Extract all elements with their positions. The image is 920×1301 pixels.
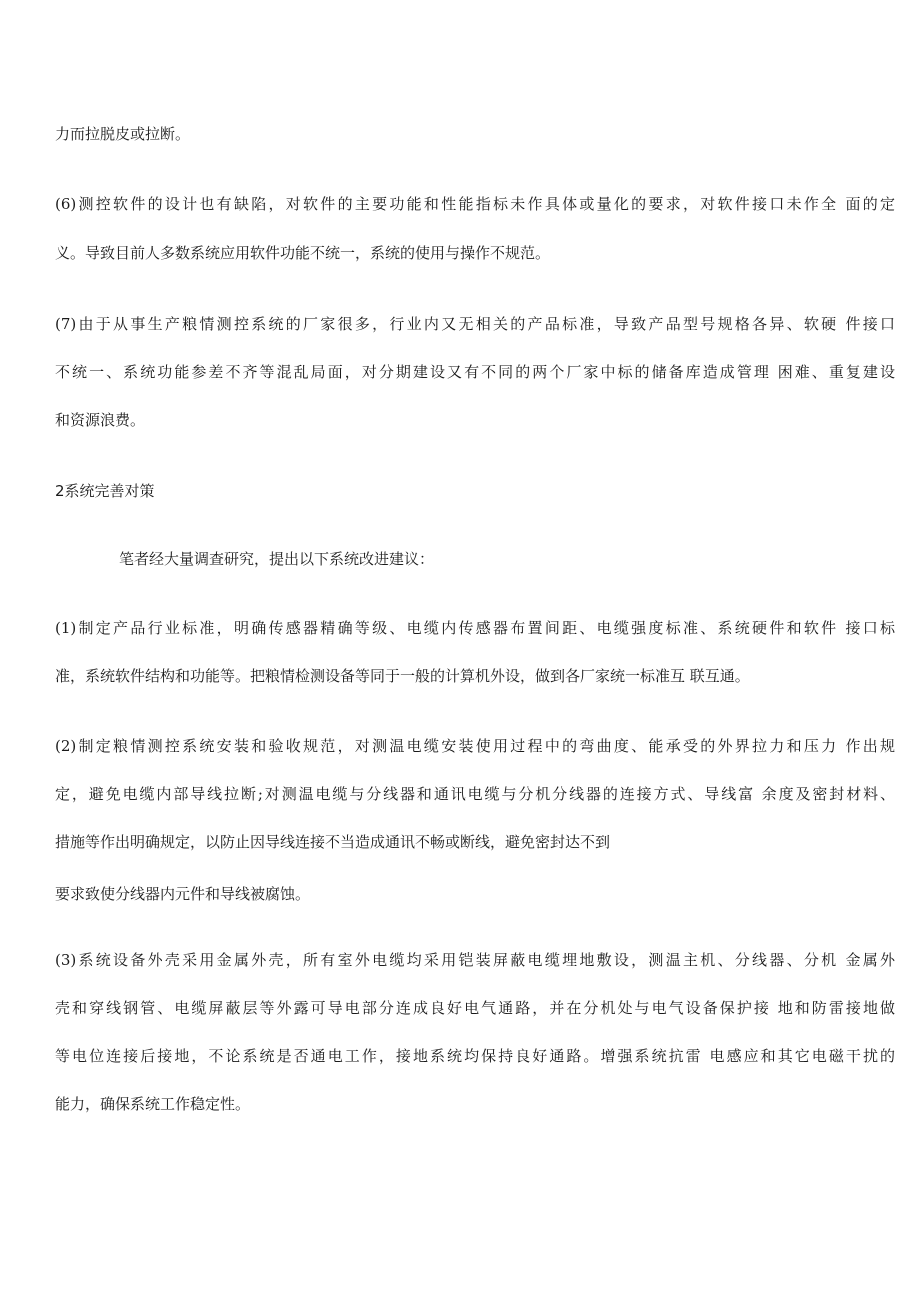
paragraph-5-tail: 力而拉脱皮或拉断。 — [55, 125, 191, 143]
paragraph-2-line-1: (2)制定粮情测控系统安装和验收规范，对测温电缆安装使用过程中的弯曲度、能承受的外界拉力和压力 作出规 — [55, 737, 895, 755]
paragraph-2-line-4: 要求致使分线器内元件和导线被腐蚀。 — [55, 885, 311, 903]
paragraph-6-line-2: 义。导致目前人多数系统应用软件功能不统一，系统的使用与操作不规范。 — [55, 244, 551, 262]
paragraph-1-line-1: (1)制定产品行业标准，明确传感器精确等级、电缆内传感器布置间距、电缆强度标准、系统硬件和软件 接口标 — [55, 619, 895, 637]
paragraph-3-line-4: 能力，确保系统工作稳定性。 — [55, 1095, 251, 1113]
paragraph-7-line-1: (7)由于从事生产粮情测控系统的厂家很多，行业内又无相关的产品标准，导致产品型号规格各异、软硬 件接口 — [55, 315, 895, 333]
paragraph-3-line-2: 壳和穿线钢管、电缆屏蔽层等外露可导电部分连成良好电气通路，并在分机处与电气设备保护接 地和防雷接地做 — [55, 999, 895, 1017]
paragraph-7-line-2: 不统一、系统功能参差不齐等混乱局面，对分期建设又有不同的两个厂家中标的储备库造成管理 困难、重复建设 — [55, 363, 895, 381]
paragraph-7-line-3: 和资源浪费。 — [55, 411, 146, 429]
paragraph-3-line-1: (3)系统设备外壳采用金属外壳，所有室外电缆均采用铠装屏蔽电缆埋地敷设，测温主机、分线器、分机 金属外 — [55, 951, 895, 969]
paragraph-2-line-2: 定，避免电缆内部导线拉断;对测温电缆与分线器和通讯电缆与分机分线器的连接方式、导线富 余度及密封材料、 — [55, 785, 895, 803]
paragraph-3-line-3: 等电位连接后接地，不论系统是否通电工作，接地系统均保持良好通路。增强系统抗雷 电感应和其它电磁干扰的 — [55, 1047, 895, 1065]
paragraph-6-line-1: (6)测控软件的设计也有缺陷，对软件的主要功能和性能指标未作具体或量化的要求，对软件接口未作全 面的定 — [55, 195, 895, 213]
paragraph-2-line-3: 措施等作出明确规定，以防止因导线连接不当造成通讯不畅或断线，避免密封达不到 — [55, 833, 611, 851]
intro-paragraph: 笔者经大量调查研究，提出以下系统改进建议： — [119, 550, 435, 568]
paragraph-1-line-2: 准，系统软件结构和功能等。把粮情检测设备等同于一般的计算机外设，做到各厂家统一标准互 联互通。 — [55, 667, 750, 685]
section-heading: 2系统完善对策 — [55, 482, 155, 500]
